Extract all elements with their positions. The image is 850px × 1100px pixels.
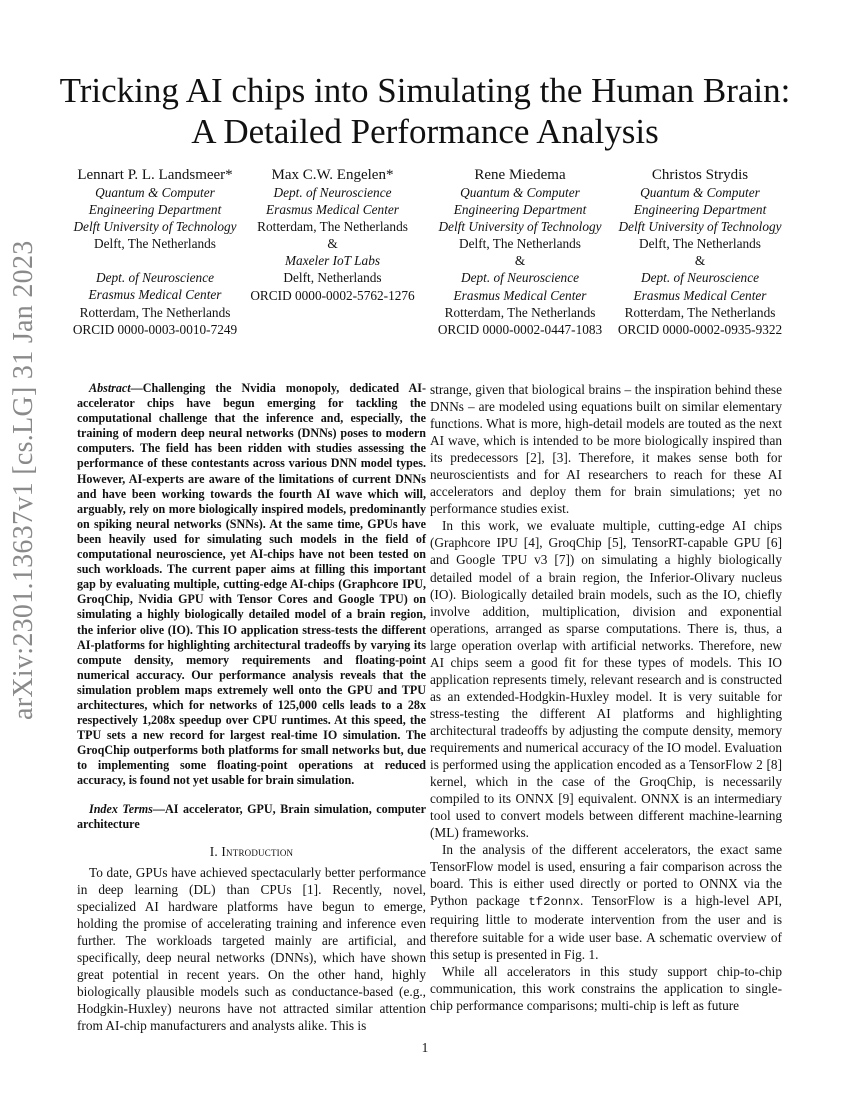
affiliation-line: Delft University of Technology [73,219,237,235]
affiliation-line: Dept. of Neuroscience [640,270,760,286]
section-number: I. [209,843,222,859]
author-landsmeer [60,166,250,338]
author-name: Lennart P. L. Landsmeer* [77,167,233,183]
affiliation-line: Dept. of Neuroscience [273,185,392,200]
affiliation-line: Quantum & Computer [95,185,215,200]
paragraph-text: . TensorFlow is a high-level API, requiring little to moderate intervention from the user and is therefore suitable for a wide user base. A schematic overview of this setup is presented in Fig. 1. [430,893,782,962]
section-heading-introduction [77,843,426,860]
left-column [77,381,426,1034]
affiliation-line: Erasmus Medical Center [88,287,222,303]
index-terms-dash: — [152,801,165,816]
intro-paragraph-3 [430,841,782,962]
affiliation-line: Delft University of Technology [438,219,602,235]
affiliation-line: Dept. of Neuroscience [460,270,580,286]
title-line-1: Tricking AI chips into Simulating the Human Brain: [59,71,791,110]
intro-paragraph-1: To date, GPUs have achieved spectacularly better performance in deep learning (DL) than CPUs [1]. Recently, novel, specialized AI hardware platforms have begun to emerge, holding the promise of accelerating training and inference even further. The workloads targeted mainly are artificial, and specifically, deep neural networks (DNNs), which have shown great potential in recent years. On the other hand, highly biologically plausible models such as conductance-based (e.g., Hodgkin-Huxley) neurons have not attracted similar attention from AI-chip manufacturers and analysts alike. This is [77,864,426,1034]
affiliation-line: Erasmus Medical Center [453,287,587,303]
section-title: Introduction [221,843,294,859]
inline-code-tf2onnx: tf2onnx [528,895,581,910]
affiliation-separator: & [694,253,706,269]
orcid: ORCID 0000-0002-0447-1083 [437,321,603,337]
affiliation-line: Delft University of Technology [618,219,782,235]
orcid: ORCID 0000-0002-0935-9322 [617,321,783,337]
affiliation-line: Erasmus Medical Center [633,287,767,303]
affiliation-line: Quantum & Computer [640,185,760,200]
index-terms-text: AI accelerator, GPU, Brain simulation, computer architecture [77,801,426,831]
affiliation-line: Maxeler IoT Labs [284,253,381,269]
intro-paragraph-4: While all accelerators in this study support chip-to-chip communication, this work constrains the application to single-chip performance comparisons; multi-chip is left as future [430,963,782,1013]
author-name: Rene Miedema [474,167,566,183]
paper-title [40,70,810,152]
affiliation-line: Quantum & Computer [460,185,580,200]
affiliation-line: Rotterdam, The Netherlands [79,304,231,320]
paragraph-text: In the analysis of the different accelerators, the exact same TensorFlow model is used, ensuring a fair comparison across the board. This is either used directly or ported to ONNX via the Python package [430,842,782,909]
affiliation-spacer [60,252,250,269]
author-engelen [245,166,420,304]
abstract-dash: — [130,381,143,395]
author-strydis [605,166,795,338]
author-name: Max C.W. Engelen* [271,167,394,183]
affiliation-line: Delft, The Netherlands [459,236,581,252]
affiliation-line: Engineering Department [88,202,222,218]
author-name: Christos Strydis [651,167,749,183]
affiliation-line: Engineering Department [453,202,587,218]
orcid: ORCID 0000-0003-0010-7249 [72,321,238,337]
affiliation-separator: & [514,253,526,269]
affiliation-line: Delft, Netherlands [283,270,382,286]
index-terms-label: Index Terms [89,801,153,816]
arxiv-identifier-stamp: arXiv:2301.13637v1 [cs.LG] 31 Jan 2023 [8,240,39,720]
intro-paragraph-1-continued: strange, given that biological brains – the inspiration behind these DNNs – are modeled using equations built on similar elementary functions. What is more, high-detail models are touted as the next AI wave, which is intended to be more biologically inspired than its predecessors [2], [3]. Therefore, it makes sense both for neuroscientists and for AI researchers to reach for these AI accelerators and deploy them for brain simulations; yet no performance studies exist. [430,382,782,517]
title-line-2: A Detailed Performance Analysis [191,112,659,151]
index-terms [77,802,426,832]
intro-paragraph-2: In this work, we evaluate multiple, cutting-edge AI chips (Graphcore IPU [4], GroqChip [5], TensorRT-capable GPU [6] and Google TPU v3 [7]) on simulating a highly biologically detailed model of a brain region, the Inferior-Olivary nucleus (IO). Biologically detailed brain models, such as the IO, chiefly involve addition, multiplication, division and exponential operations, arranged as sparse computations. There is, thus, a large operation overlap with artificial networks. Therefore, new AI chips seem a good fit for these types of models. This IO application represents timely, relevant research and is constructed as an extended-Hodgkin-Huxley model. It is very suitable for stress-testing the different AI platforms and highlighting architectural tradeoffs by adjusting the compute density, memory requirements and numerical accuracy of the IO model. Evaluation is performed using the application encoded as a TensorFlow 2 [8] kernel, which in the case of the GroqChip, is necessarily compiled to its ONNX [9] equivalent. ONNX is an intermediary tool used to convert models between different machine-learning (ML) frameworks. [430,518,782,841]
affiliation-separator: & [327,236,338,252]
affiliation-line: Rotterdam, The Netherlands [444,304,596,320]
affiliation-line: Delft, The Netherlands [639,236,761,252]
abstract-text: Challenging the Nvidia monopoly, dedicated AI-accelerator chips have begun emerging for tackling the computational challenge that the inference and, especially, the training of modern deep neural networks (DNNs) poses to modern computers. The field has been ridden with studies assessing the performance of these contestants across various DNN model types. However, AI-experts are aware of the limitations of current DNNs and have been working towards the fourth AI wave which will, arguably, rely on more biologically inspired models, predominantly on spiking neural networks (SNNs). At the same time, GPUs have been heavily used for simulating such models in the field of computational neuroscience, yet AI-chips have not been tested on such workloads. The current paper aims at filling this important gap by evaluating multiple, cutting-edge AI-chips (Graphcore IPU, GroqChip, Nvidia GPU with Tensor Cores and Google TPU) on simulating a highly biologically detailed model of a brain region, the inferior olive (IO). This IO application stress-tests the different AI-platforms for highlighting architectural tradeoffs by varying its compute density, memory requirements and floating-point numerical accuracy. Our performance analysis reveals that the simulation problem maps extremely well onto the GPU and TPU architectures, which for networks of 125,000 cells leads to a 28x respectively 1,208x speedup over CPU runtimes. At this speed, the TPU sets a new record for largest real-time IO simulation. The GroqChip outperforms both platforms for small networks but, due to implementing some floating-point operations at reduced accuracy, is found not yet usable for brain simulation. [77,381,426,788]
affiliation-line: Dept. of Neuroscience [95,270,215,286]
author-miedema [425,166,615,338]
page-number: 1 [421,1040,429,1055]
affiliation-line: Rotterdam, The Netherlands [257,219,408,235]
right-column [430,381,782,1014]
abstract [77,381,426,789]
affiliation-line: Rotterdam, The Netherlands [624,304,776,320]
abstract-label: Abstract [89,381,131,395]
affiliation-line: Delft, The Netherlands [94,236,216,252]
affiliation-line: Erasmus Medical Center [266,202,399,218]
orcid: ORCID 0000-0002-5762-1276 [250,287,415,303]
affiliation-line: Engineering Department [633,202,767,218]
